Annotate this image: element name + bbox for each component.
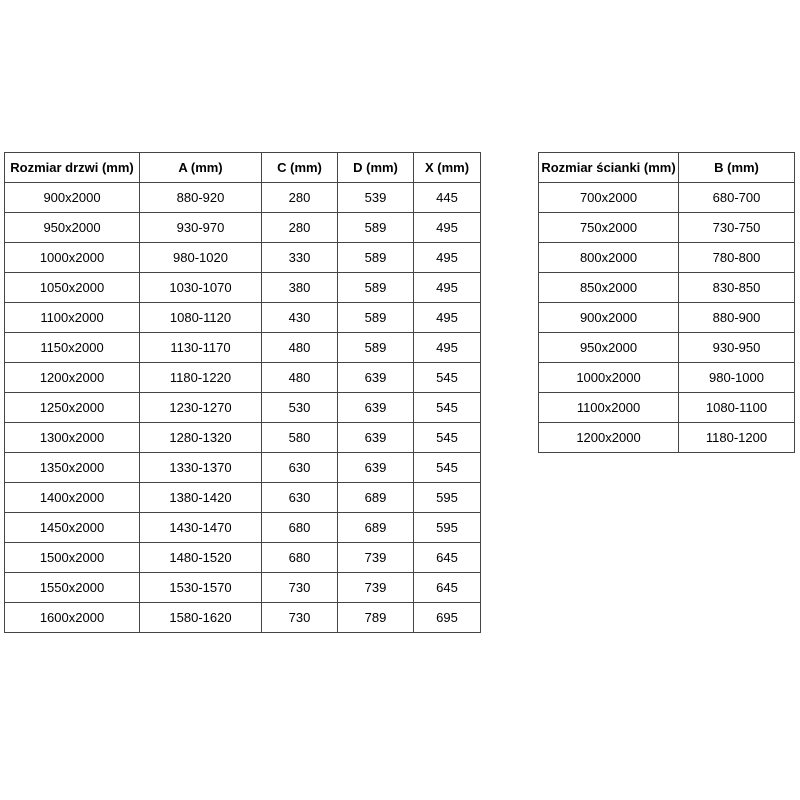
table-cell: 1180-1200 xyxy=(679,423,795,453)
table-cell: 780-800 xyxy=(679,243,795,273)
table-cell: 689 xyxy=(338,483,414,513)
table-cell: 545 xyxy=(414,363,481,393)
table-row xyxy=(5,213,481,243)
table-cell: 1180-1220 xyxy=(140,363,262,393)
table-cell: 645 xyxy=(414,573,481,603)
table-cell: 530 xyxy=(262,393,338,423)
table-cell: 1000x2000 xyxy=(539,363,679,393)
table-cell: 1400x2000 xyxy=(5,483,140,513)
table-cell: 280 xyxy=(262,213,338,243)
table-row xyxy=(5,543,481,573)
table-cell: 545 xyxy=(414,453,481,483)
wall-size-table xyxy=(538,152,795,453)
table-cell: 495 xyxy=(414,243,481,273)
table-row xyxy=(5,243,481,273)
table-cell: 930-970 xyxy=(140,213,262,243)
table-cell: 689 xyxy=(338,513,414,543)
table-cell: 280 xyxy=(262,183,338,213)
table-row xyxy=(5,453,481,483)
table-cell: 1030-1070 xyxy=(140,273,262,303)
table-row xyxy=(5,573,481,603)
column-header: A (mm) xyxy=(140,153,262,183)
table-cell: 630 xyxy=(262,453,338,483)
table-cell: 800x2000 xyxy=(539,243,679,273)
table-cell: 930-950 xyxy=(679,333,795,363)
table-row xyxy=(539,243,795,273)
table-cell: 880-900 xyxy=(679,303,795,333)
table-cell: 645 xyxy=(414,543,481,573)
table-cell: 1450x2000 xyxy=(5,513,140,543)
table-cell: 589 xyxy=(338,213,414,243)
table-row xyxy=(5,603,481,633)
table-row xyxy=(5,423,481,453)
table-cell: 1300x2000 xyxy=(5,423,140,453)
table-cell: 1230-1270 xyxy=(140,393,262,423)
table-cell: 1550x2000 xyxy=(5,573,140,603)
table-cell: 730-750 xyxy=(679,213,795,243)
table-row xyxy=(5,513,481,543)
table-cell: 1100x2000 xyxy=(5,303,140,333)
table-cell: 730 xyxy=(262,603,338,633)
table-row xyxy=(539,303,795,333)
table-cell: 680 xyxy=(262,513,338,543)
table-cell: 639 xyxy=(338,423,414,453)
table-cell: 950x2000 xyxy=(539,333,679,363)
table-cell: 1430-1470 xyxy=(140,513,262,543)
table-row xyxy=(5,363,481,393)
table-cell: 595 xyxy=(414,483,481,513)
table-cell: 630 xyxy=(262,483,338,513)
table-row xyxy=(539,273,795,303)
table-cell: 539 xyxy=(338,183,414,213)
column-header: C (mm) xyxy=(262,153,338,183)
table-cell: 495 xyxy=(414,333,481,363)
table-cell: 680 xyxy=(262,543,338,573)
table-cell: 900x2000 xyxy=(539,303,679,333)
column-header: X (mm) xyxy=(414,153,481,183)
table-row xyxy=(5,393,481,423)
table-cell: 639 xyxy=(338,393,414,423)
table-cell: 1200x2000 xyxy=(5,363,140,393)
table-cell: 1380-1420 xyxy=(140,483,262,513)
table-cell: 1350x2000 xyxy=(5,453,140,483)
table-cell: 589 xyxy=(338,273,414,303)
table-cell: 1480-1520 xyxy=(140,543,262,573)
table-cell: 1500x2000 xyxy=(5,543,140,573)
column-header: B (mm) xyxy=(679,153,795,183)
header-row xyxy=(5,153,481,183)
table-cell: 900x2000 xyxy=(5,183,140,213)
table-cell: 789 xyxy=(338,603,414,633)
table-cell: 1150x2000 xyxy=(5,333,140,363)
table-cell: 739 xyxy=(338,543,414,573)
column-header: Rozmiar drzwi (mm) xyxy=(5,153,140,183)
table-cell: 1080-1100 xyxy=(679,393,795,423)
column-header: D (mm) xyxy=(338,153,414,183)
table-cell: 480 xyxy=(262,363,338,393)
table-cell: 639 xyxy=(338,453,414,483)
table-cell: 589 xyxy=(338,303,414,333)
table-row xyxy=(5,483,481,513)
table-cell: 1250x2000 xyxy=(5,393,140,423)
table-cell: 639 xyxy=(338,363,414,393)
table-cell: 495 xyxy=(414,273,481,303)
table-cell: 730 xyxy=(262,573,338,603)
table-row xyxy=(539,183,795,213)
table-cell: 880-920 xyxy=(140,183,262,213)
table-row xyxy=(5,183,481,213)
table-row xyxy=(539,363,795,393)
table-cell: 980-1020 xyxy=(140,243,262,273)
table-cell: 495 xyxy=(414,213,481,243)
table-cell: 589 xyxy=(338,243,414,273)
table-cell: 1000x2000 xyxy=(5,243,140,273)
table-cell: 1530-1570 xyxy=(140,573,262,603)
table-cell: 1080-1120 xyxy=(140,303,262,333)
table-cell: 1100x2000 xyxy=(539,393,679,423)
table-cell: 1580-1620 xyxy=(140,603,262,633)
table-row xyxy=(5,333,481,363)
table-cell: 545 xyxy=(414,393,481,423)
table-cell: 1050x2000 xyxy=(5,273,140,303)
table-cell: 380 xyxy=(262,273,338,303)
table-cell: 695 xyxy=(414,603,481,633)
door-size-table xyxy=(4,152,481,633)
table-cell: 1130-1170 xyxy=(140,333,262,363)
table-cell: 595 xyxy=(414,513,481,543)
table-cell: 700x2000 xyxy=(539,183,679,213)
table-cell: 980-1000 xyxy=(679,363,795,393)
table-cell: 739 xyxy=(338,573,414,603)
table-cell: 1280-1320 xyxy=(140,423,262,453)
table-row xyxy=(539,423,795,453)
table-cell: 850x2000 xyxy=(539,273,679,303)
table-row xyxy=(5,303,481,333)
table-cell: 830-850 xyxy=(679,273,795,303)
table-cell: 430 xyxy=(262,303,338,333)
column-header: Rozmiar ścianki (mm) xyxy=(539,153,679,183)
table-row xyxy=(5,273,481,303)
table-cell: 750x2000 xyxy=(539,213,679,243)
table-row xyxy=(539,213,795,243)
table-cell: 1200x2000 xyxy=(539,423,679,453)
table-row xyxy=(539,393,795,423)
table-cell: 545 xyxy=(414,423,481,453)
table-cell: 589 xyxy=(338,333,414,363)
table-cell: 445 xyxy=(414,183,481,213)
table-cell: 480 xyxy=(262,333,338,363)
table-cell: 680-700 xyxy=(679,183,795,213)
table-cell: 1330-1370 xyxy=(140,453,262,483)
table-cell: 1600x2000 xyxy=(5,603,140,633)
table-cell: 950x2000 xyxy=(5,213,140,243)
table-cell: 495 xyxy=(414,303,481,333)
table-cell: 330 xyxy=(262,243,338,273)
header-row xyxy=(539,153,795,183)
table-cell: 580 xyxy=(262,423,338,453)
table-row xyxy=(539,333,795,363)
